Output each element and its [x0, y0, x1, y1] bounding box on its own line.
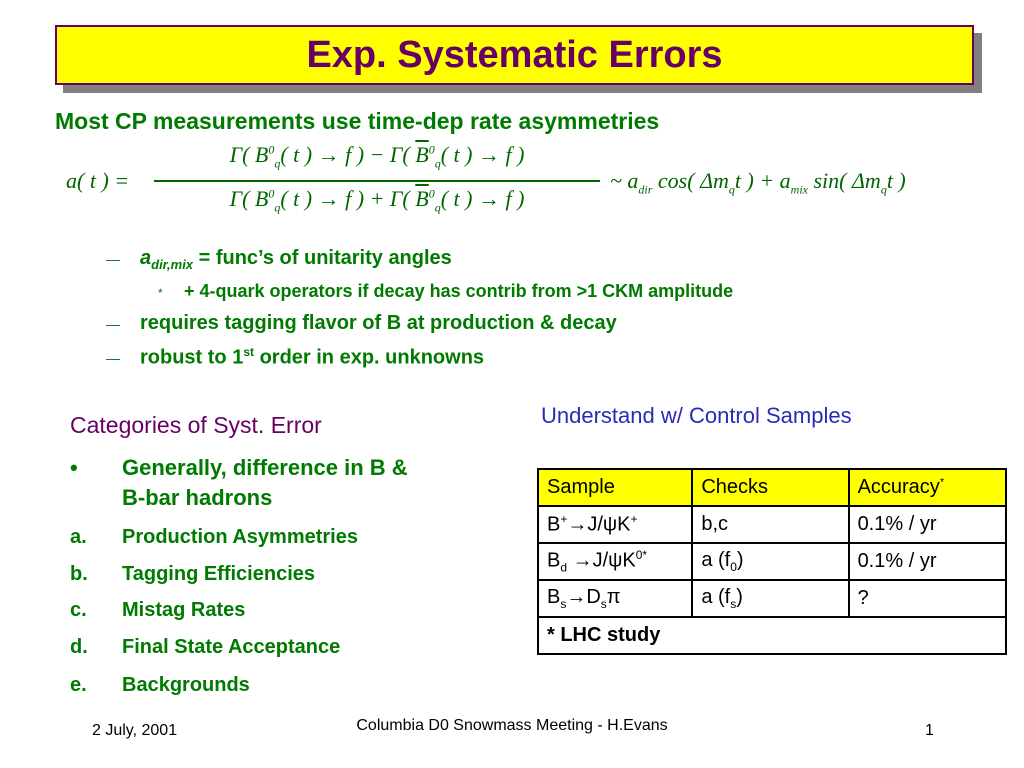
equation-denominator: Γ( $B^0_q$( t ) → f ) + Γ( $\overline{B}^0_q$( t ) → f ) — [229, 186, 525, 215]
dash-marker: — — [106, 315, 120, 332]
category-main: • Generally, difference in B & B-bar hadrons — [70, 455, 408, 510]
equation-fraction — [152, 140, 602, 222]
bullet-4quark: * + 4-quark operators if decay has contrib from >1 CKM amplitude — [158, 281, 734, 301]
header-sample: Sample — [538, 469, 692, 506]
table-header-row — [538, 469, 1006, 506]
category-item: a. Production Asymmetries — [70, 526, 358, 548]
slide-title: Exp. Systematic Errors — [306, 33, 723, 76]
footer-date: 2 July, 2001 — [92, 722, 178, 739]
category-item: e. Backgrounds — [70, 674, 250, 696]
fraction-bar — [154, 180, 600, 182]
header-accuracy: Accuracy* — [849, 469, 1006, 506]
bullet-tagging: — requires tagging flavor of B at production & decay — [106, 312, 617, 334]
equation-numerator: Γ( $B^0_q$( t ) → f ) − Γ( $\overline{B}^0_q$( t ) → f ) — [229, 142, 525, 171]
category-item: d. Final State Acceptance — [70, 636, 341, 658]
checks-cell: b,c — [692, 506, 848, 543]
dash-marker: — — [106, 350, 120, 367]
title-box — [55, 25, 974, 85]
category-item: b. Tagging Efficiencies — [70, 563, 315, 585]
bullet-unitarity: — $a_{dir,mix}$ = func’s of unitarity angles — [106, 247, 452, 272]
bullet-robust: — robust to 1st order in exp. unknowns — [106, 345, 485, 369]
checks-cell: a $(f_s)$ — [692, 580, 848, 617]
control-samples-table — [537, 468, 1007, 655]
table-row — [538, 506, 1006, 543]
table-row — [538, 543, 1006, 580]
star-marker: * — [158, 286, 163, 300]
checks-cell: a $(f_0)$ — [692, 543, 848, 580]
headline: Most CP measurements use time-dep rate asymmetries — [55, 108, 660, 134]
category-item: c. Mistag Rates — [70, 599, 246, 621]
sample-cell: B+→J/ψK+ — [538, 506, 692, 543]
dash-marker: — — [106, 250, 120, 267]
accuracy-cell: ? — [849, 580, 1006, 617]
table-row — [538, 580, 1006, 617]
accuracy-cell: 0.1% / yr — [849, 506, 1006, 543]
table-footnote-row — [538, 617, 1006, 654]
control-samples-title: Understand w/ Control Samples — [541, 403, 852, 428]
categories-title: Categories of Syst. Error — [70, 412, 322, 438]
accuracy-cell: 0.1% / yr — [849, 543, 1006, 580]
footer-page-number: 1 — [925, 722, 934, 739]
equation-lhs: a( t ) = — [66, 168, 130, 193]
asymmetry-equation — [66, 140, 946, 222]
sample-cell: $B_d \to J/\psi K^{0*}$ — [538, 543, 692, 580]
footnote-cell: * LHC study — [538, 617, 1006, 654]
sample-cell: $B_s\to D_s\pi$ — [538, 580, 692, 617]
header-checks: Checks — [692, 469, 848, 506]
equation-rhs: ~ $a_{dir}$ cos( $\Delta m_qt$ ) + $a_{mix}$ sin( $\Delta m_qt$ ) — [610, 168, 906, 197]
footer-center: Columbia D0 Snowmass Meeting - H.Evans — [356, 717, 668, 734]
